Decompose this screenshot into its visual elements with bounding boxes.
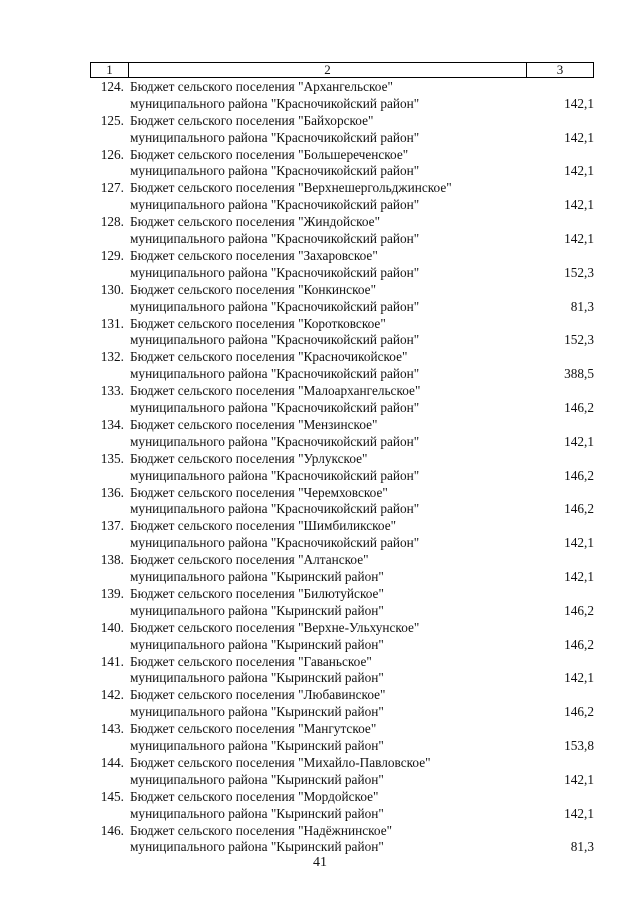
row-title-line1: Бюджет сельского поселения "Любавинское"	[130, 687, 386, 703]
table-row	[0, 789, 640, 823]
table-row	[0, 180, 640, 214]
row-title-line1: Бюджет сельского поселения "Михайло-Павловское"	[130, 754, 431, 770]
column-header-1: 1	[91, 63, 129, 77]
row-number: 131.	[100, 315, 124, 331]
table-row	[0, 113, 640, 147]
row-title-line2: муниципального района "Красночикойский район"	[130, 501, 420, 517]
row-amount: 142,1	[564, 129, 594, 145]
table-row	[0, 383, 640, 417]
row-amount: 388,5	[564, 366, 594, 382]
row-title-line1: Бюджет сельского поселения "Алтанское"	[130, 552, 369, 568]
row-title-line2: муниципального района "Кыринский район"	[130, 602, 384, 618]
row-title-line1: Бюджет сельского поселения "Черемховское"	[130, 484, 388, 500]
table-row	[0, 451, 640, 485]
row-title-line1: Бюджет сельского поселения "Жиндойское"	[130, 214, 381, 230]
row-amount: 146,2	[564, 636, 594, 652]
table-row	[0, 620, 640, 654]
row-amount: 142,1	[564, 163, 594, 179]
column-header-3: 3	[556, 62, 564, 77]
row-title-line1: Бюджет сельского поселения "Мензинское"	[130, 416, 378, 432]
row-title-line2: муниципального района "Кыринский район"	[130, 704, 384, 720]
row-title-line1: Бюджет сельского поселения "Красночикойское"	[130, 349, 408, 365]
row-title-line2: муниципального района "Красночикойский район"	[130, 197, 420, 213]
row-title-line2: муниципального района "Кыринский район"	[130, 636, 384, 652]
row-number: 140.	[100, 619, 124, 635]
row-title-line1: Бюджет сельского поселения "Билютуйское"	[130, 585, 384, 601]
row-amount: 142,1	[564, 670, 594, 686]
row-title-line2: муниципального района "Кыринский район"	[130, 738, 384, 754]
row-title-line2: муниципального района "Кыринский район"	[130, 805, 384, 821]
row-number: 134.	[100, 416, 124, 432]
table-row	[0, 79, 640, 113]
row-title-line2: муниципального района "Красночикойский район"	[130, 163, 420, 179]
row-title-line2: муниципального района "Красночикойский район"	[130, 298, 420, 314]
row-number: 137.	[100, 518, 124, 534]
row-number: 143.	[100, 721, 124, 737]
row-title-line1: Бюджет сельского поселения "Малоархангельское"	[130, 383, 421, 399]
row-title-line2: муниципального района "Красночикойский район"	[130, 129, 420, 145]
row-title-line1: Бюджет сельского поселения "Коротковское"	[130, 315, 386, 331]
table-row	[0, 586, 640, 620]
row-title-line2: муниципального района "Красночикойский район"	[130, 400, 420, 416]
row-title-line1: Бюджет сельского поселения "Мордойское"	[130, 788, 379, 804]
row-amount: 146,2	[564, 467, 594, 483]
row-title-line2: муниципального района "Красночикойский район"	[130, 366, 420, 382]
page-number: 41	[313, 855, 327, 870]
row-amount: 146,2	[564, 400, 594, 416]
row-amount: 142,1	[564, 231, 594, 247]
table-row	[0, 518, 640, 552]
row-title-line2: муниципального района "Красночикойский район"	[130, 95, 420, 111]
row-title-line1: Бюджет сельского поселения "Верхнешергольджинское"	[130, 180, 452, 196]
table-row	[0, 721, 640, 755]
row-number: 132.	[100, 349, 124, 365]
table-row	[0, 485, 640, 519]
table-row	[0, 417, 640, 451]
row-title-line2: муниципального района "Красночикойский район"	[130, 264, 420, 280]
row-title-line2: муниципального района "Красночикойский район"	[130, 433, 420, 449]
table-row	[0, 654, 640, 688]
row-number: 146.	[100, 822, 124, 838]
table-row	[0, 755, 640, 789]
table-row	[0, 214, 640, 248]
row-title-line1: Бюджет сельского поселения "Большереченское"	[130, 146, 409, 162]
row-amount: 152,3	[564, 332, 594, 348]
row-title-line1: Бюджет сельского поселения "Мангутское"	[130, 721, 377, 737]
row-title-line1: Бюджет сельского поселения "Шимбиликское"	[130, 518, 397, 534]
row-number: 144.	[100, 754, 124, 770]
row-title-line1: Бюджет сельского поселения "Верхне-Ульхунское"	[130, 619, 420, 635]
row-amount: 81,3	[570, 839, 594, 855]
row-title-line2: муниципального района "Красночикойский район"	[130, 231, 420, 247]
row-number: 129.	[100, 247, 124, 263]
row-title-line1: Бюджет сельского поселения "Байхорское"	[130, 112, 374, 128]
table-row	[0, 552, 640, 586]
column-header-2: 2	[129, 63, 527, 77]
row-amount: 142,1	[564, 95, 594, 111]
row-number: 138.	[100, 552, 124, 568]
row-number: 145.	[100, 788, 124, 804]
table-header	[90, 62, 594, 78]
row-amount: 152,3	[564, 264, 594, 280]
row-number: 124.	[100, 79, 124, 94]
row-title-line2: муниципального района "Красночикойский район"	[130, 467, 420, 483]
row-title-line1: Бюджет сельского поселения "Гаваньское"	[130, 653, 372, 669]
table-row	[0, 147, 640, 181]
row-number: 141.	[100, 653, 124, 669]
row-number: 125.	[100, 112, 124, 128]
row-amount: 153,8	[564, 738, 594, 754]
table-row	[0, 823, 640, 857]
row-number: 133.	[100, 383, 124, 399]
row-amount: 146,2	[564, 704, 594, 720]
row-title-line2: муниципального района "Кыринский район"	[130, 771, 384, 787]
row-number: 135.	[100, 450, 124, 466]
table-row	[0, 248, 640, 282]
row-title-line2: муниципального района "Красночикойский район"	[130, 535, 420, 551]
row-number: 136.	[100, 484, 124, 500]
table-row	[0, 349, 640, 383]
row-title-line1: Бюджет сельского поселения "Конкинское"	[130, 281, 376, 297]
row-number: 142.	[100, 687, 124, 703]
table-body	[0, 79, 640, 856]
row-title-line1: Бюджет сельского поселения "Урлукское"	[130, 450, 368, 466]
table-row	[0, 687, 640, 721]
row-number: 128.	[100, 214, 124, 230]
row-title-line1: Бюджет сельского поселения "Архангельское"	[130, 79, 393, 94]
row-amount: 142,1	[564, 771, 594, 787]
row-title-line2: муниципального района "Красночикойский район"	[130, 332, 420, 348]
row-amount: 146,2	[564, 501, 594, 517]
row-title-line2: муниципального района "Кыринский район"	[130, 569, 384, 585]
row-title-line2: муниципального района "Кыринский район"	[130, 839, 384, 855]
row-amount: 81,3	[570, 298, 594, 314]
row-amount: 146,2	[564, 602, 594, 618]
table-row	[0, 282, 640, 316]
row-title-line2: муниципального района "Кыринский район"	[130, 670, 384, 686]
row-number: 139.	[100, 585, 124, 601]
row-amount: 142,1	[564, 535, 594, 551]
row-number: 130.	[100, 281, 124, 297]
row-title-line1: Бюджет сельского поселения "Захаровское"	[130, 247, 378, 263]
row-number: 126.	[100, 146, 124, 162]
row-amount: 142,1	[564, 569, 594, 585]
row-amount: 142,1	[564, 197, 594, 213]
table-row	[0, 316, 640, 350]
row-number: 127.	[100, 180, 124, 196]
row-amount: 142,1	[564, 433, 594, 449]
row-amount: 142,1	[564, 805, 594, 821]
row-title-line1: Бюджет сельского поселения "Надёжнинское"	[130, 822, 393, 838]
